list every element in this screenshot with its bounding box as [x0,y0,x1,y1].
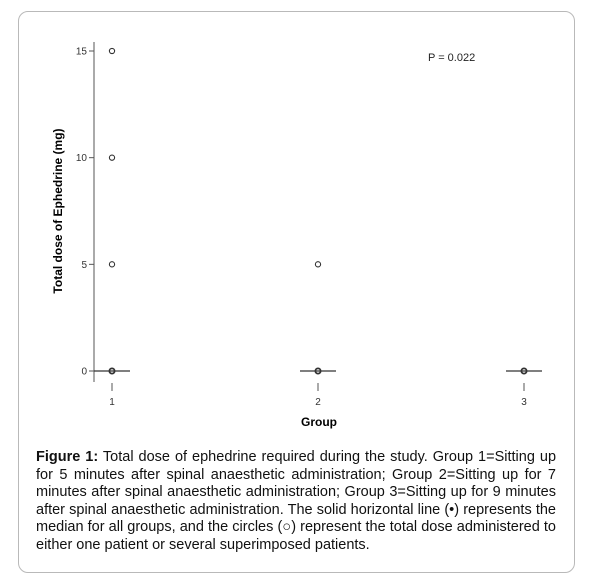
data-point [109,48,114,53]
chart-marks [94,48,542,373]
y-tick-label: 15 [75,46,87,58]
data-point [109,155,114,160]
x-tick-label: 3 [521,397,527,408]
x-tick-label: 2 [315,397,321,408]
figure-caption [36,449,556,555]
p-value-annotation: P = 0.022 [428,52,476,64]
caption-text: Total dose of ephedrine required during the study. Group 1=Sitting up for 5 minutes after spinal anaesthetic administration; Group 2=Sitting up for 7 minutes after spinal anaesthetic administration; Group 3=Sitting up for 9 minutes after spinal anaesthetic administration. The solid horizontal line (•) represents the median for all groups, and the circles (○) represent the total dose administered to either one patient or several superimposed patients. [36,449,557,553]
y-tick-label: 10 [75,153,87,165]
caption-label: Figure 1: [36,449,99,465]
axis-ticks [76,47,527,409]
x-tick-label: 1 [109,397,115,408]
y-tick-label: 0 [81,366,87,378]
y-axis-label: Total dose of Ephedrine (mg) [51,128,65,294]
data-point [109,262,114,267]
y-tick-label: 5 [81,259,87,271]
data-point [315,262,320,267]
x-axis-label: Group [301,415,337,429]
